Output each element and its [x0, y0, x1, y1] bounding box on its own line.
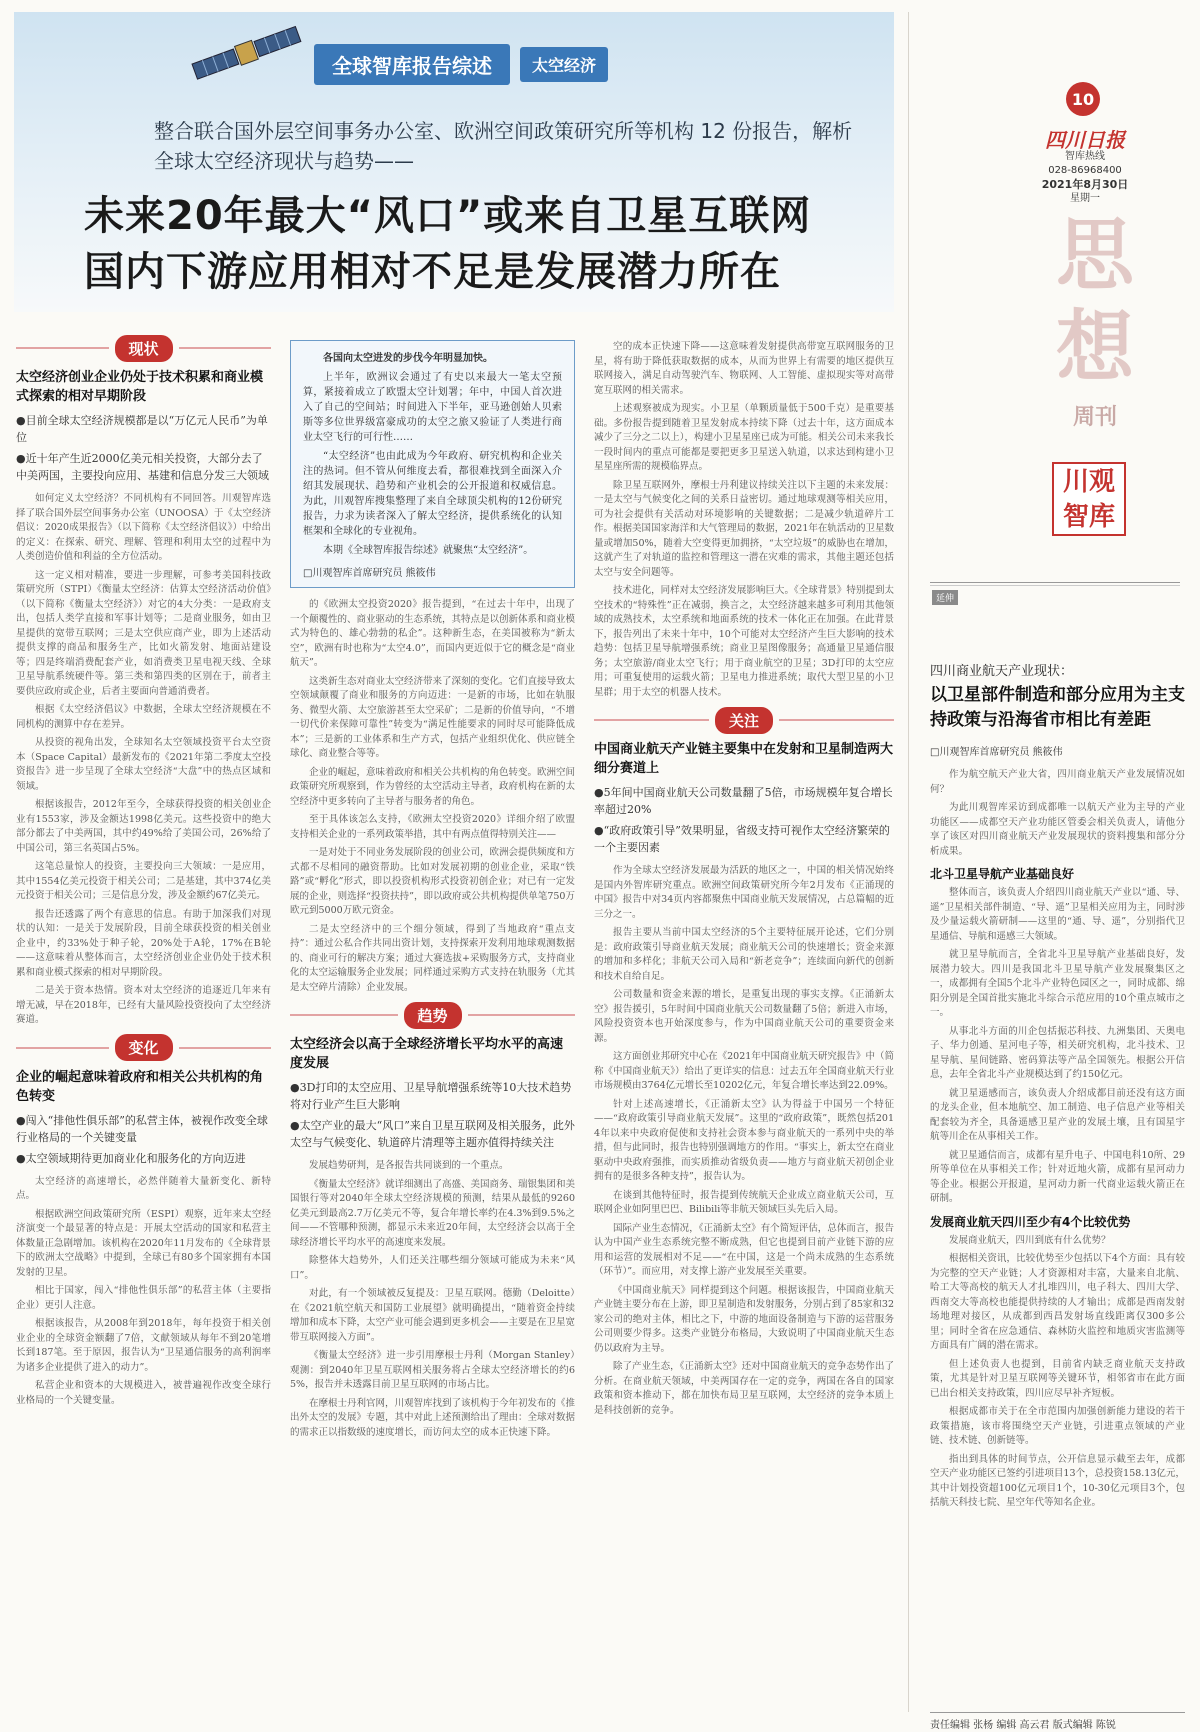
headline-line-2: 国内下游应用相对不足是发展潜力所在	[84, 249, 781, 295]
paragraph: 根据《太空经济倡议》中数据，全球太空经济规模在不同机构的测算中存在差异。	[16, 704, 271, 730]
paragraph: 除卫星互联网外，摩根士丹利建议持续关注以下主题的未来发展：一是太空与气候变化之间的关系日益密切。通过地球观测等相关应用，可为社会提供有关活动对环境影响的关键数据；二是减少轨道碎片工作。根据美国国家海洋和大气管理局的数据，2021年在轨活动的卫星数量或增加50%，随着大空变得更加拥挤，“太空垃圾”的威胁也在增加，这就产生了对轨道的监控和管理这一潜在灾难的需求，其他主题还包括太空与安全问题等。	[594, 479, 894, 578]
editor-note-box	[290, 340, 575, 588]
paragraph: 除了产业生态，《正涌新太空》还对中国商业航天的竞争态势作出了分析。在商业航天领域，中美两国存在一定的竞争，两国在各自的国家政策和资本推动下，都在加快布局卫星互联网，太空经济的竞争本质上是科技创新的竞争。	[594, 1361, 894, 1416]
bullet-item: ●太空领域期待更加商业化和服务化的方向迈进	[16, 1151, 246, 1165]
section-label-trend: 趋势	[290, 1001, 575, 1029]
paragraph: 上述观察被成为现实。小卫星（单颗质量低于500千克）是重要基础。多份报告提到随着卫星发射成本持续下降（过去十年，这方面成本减少了三分之二以上），构建小卫星星座已成为可能。相关公司未来我长一段时间内的重点可能都是要把更多卫星送入轨道，以求达到构建小卫星星座所需的规模临界点。	[594, 403, 894, 472]
paragraph: 根据相关资讯，比较优势至少包括以下4个方面：具有较为完整的空天产业链；人才资源相对丰富，大量来自北航、哈工大等高校的航天人才扎堆四川，电子科大、四川大学、西南交大等高校也能提供持续的人才输出；成都是西南发射场地理对接区，从成都到西昌发射场直线距离仅300多公里；同时全省在应急通信、森林防火监控和地质灾害监测等方面具有广阔的潜在需求。	[930, 1253, 1185, 1351]
paragraph: 技术进化，同样对太空经济发展影响巨大。《全球背景》特别提到太空技术的“特殊性”正在减弱，换言之，太空经济越来越多可利用其他领域的成熟技术，太空系统和地面系统的技术一体化正在加强。在此背景下，报告列出了未来十年中，10个可能对太空经济产生巨大影响的技术趋势：包括卫星导航增强系统；商业卫星图像服务；高通量卫星通信服务；太空旅游/商业太空飞行；用于商业航空的卫星；3D打印的太空应用；可重复使用的运载火箭；卫星电力推进系统；取代大型卫星的小卫星群；用于太空的机器人技术。	[594, 585, 894, 698]
bullet-item: ●闯入“排他性俱乐部”的私营主体，被视作改变全球行业格局的一个关键变量	[16, 1113, 268, 1144]
paragraph: 在摩根士丹利官网，川观智库找到了该机构于今年初发布的《推出外太空的发展》专题，其中对此上述预测给出了理由：全球对数据的需求正以指数级的速度增长，而访问太空的成本正快速下降。	[290, 1397, 576, 1438]
column-tag: 全球智库报告综述	[314, 44, 510, 85]
paragraph: 上半年，欧洲议会通过了有史以来最大一笔太空预算，紧接着成立了欧盟太空计划署；年中，中国人首次进入了自己的空间站；时间进入下半年，亚马逊创始人贝索斯等多位世界级富豪成功的太空之旅又验证了人类进行商业太空飞行的可行性……	[303, 372, 562, 443]
extension-tag: 延伸	[932, 590, 958, 605]
section-label-status: 现状	[16, 334, 271, 362]
section-char-2: 想	[1055, 303, 1134, 393]
paragraph: 根据该报告，2012年至今，全球获得投资的相关创业企业有1553家，涉及金额达1998亿美元。这些投资中的绝大部分都去了中美两国，其中约49%给了美国公司，26%给了中国公司，第三名英国占5%。	[16, 799, 271, 854]
subhead: 太空经济创业企业仍处于技术积累和商业模式探索的相对早期阶段	[16, 370, 264, 404]
paragraph: 对此，有一个领域被反复提及：卫星互联网。德勤（Deloitte）在《2021航空航天和国防工业展望》就明确提出，“随着资金持续增加和成本下降，太空产业可能会遇到更多机会——主要是在卫星宽带互联网接入方面”。	[290, 1288, 576, 1343]
bullet-item: ●近十年产生近2000亿美元相关投资，大部分去了中美两国，主要投向应用、基建和信息分发三大领域	[16, 452, 269, 482]
paragraph: 公司数量和资金来源的增长，是重复出现的事实支撑。《正涌新太空》报告援引，5年时间中国商业航天公司数量翻了5倍；新进入市场，风险投资资本也开始深度参与，作为中国商业航天公司的重要资金来源。	[594, 989, 894, 1044]
paragraph: 就卫星导航而言，全省北斗卫星导航产业基础良好，发展潜力较大。四川是我国北斗卫星导航产业发展聚集区之一，成都拥有全国5个北斗产业特色园区之一，同时成都、绵阳分别是全国首批实施北斗综合示范应用的10个重点城市之一。	[930, 949, 1185, 1018]
paragraph: 在谈到其他特征时，报告提到传统航天企业成立商业航天公司，互联网企业如阿里巴巴、Bilibili等非航天领域巨头先后入局。	[594, 1189, 894, 1215]
paragraph: 作为航空航天产业大省，四川商业航天产业发展情况如何？	[930, 769, 1185, 795]
bullet-list	[16, 412, 271, 484]
paragraph: 二是关于资本热情。资本对太空经济的追逐近几年来有增无减，早在2018年，已经有大量风险投资投向了太空经济赛道。	[16, 985, 271, 1025]
stamp-line-2: 智库	[1062, 501, 1115, 532]
paragraph: 除整体大趋势外，人们还关注哪些细分领域可能成为未来“风口”。	[290, 1255, 575, 1281]
bullet-list	[290, 1079, 575, 1151]
chuanguan-think-tank-stamp	[1052, 462, 1126, 536]
paragraph: 报告主要从当前中国太空经济的5个主要特征展开论述，它们分别是：政府政策引导商业航天发展；商业航天公司的快速增长；资金来源的增加和多样化；非航天公司入局和“新老竞争”；连续面向新代的创新和技术自给自足。	[594, 927, 894, 982]
paragraph: 从事北斗方面的川企包括振芯科技、九洲集团、天奥电子、华力创通、星河电子等，相关研究机构，北斗技术、卫星导航、星间链路、密码算法等产品全国领先。根据公开信息，去年全省北斗产业规模达到了约150亿元。	[930, 1025, 1185, 1080]
paragraph: 的《欧洲太空投资2020》报告提到，“在过去十年中，出现了一个颠覆性的、商业驱动的生态系统，其特点是以创新体系和商业模式为特色的、雄心勃勃的私企”。这种新生态，在美国被称为“新太空”，欧洲有时也称为“太空4.0”，而国内更近似于它的概念是“商业航天”。	[290, 599, 576, 668]
subhead: 太空经济会以高于全球经济增长平均水平的高速度发展	[290, 1037, 564, 1071]
subhead: 企业的崛起意味着政府和相关公共机构的角色转变	[16, 1069, 264, 1104]
paragraph: 作为全球太空经济发展最为活跃的地区之一，中国的相关情况始终是国内外智库研究重点。欧洲空间政策研究所今年2月发布《正涌现的中国》报告中对34页内容都聚焦中国商业航天发展情况，占总篇幅的近三分之一。	[594, 865, 894, 920]
paragraph: 根据成都市关于在全市范围内加强创新能力建设的若干政策措施，该市将围绕空天产业链，引进重点领域的产业链、技术链、创新链等。	[930, 1406, 1185, 1446]
section-char-1: 思	[1055, 211, 1134, 301]
box-lead: 各国向太空进发的步伐今年明显加快。	[323, 353, 493, 364]
paragraph: 私营企业和资本的大规模进入，被普遍视作改变全球行业格局的一个关键变量。	[16, 1380, 271, 1406]
paragraph: 这类新生态对商业太空经济带来了深刻的变化。它们直接导致太空领域颠覆了商业和服务的方向迈进：一是新的市场，比如在轨服务、微型火箭、太空旅游甚至太空采矿；二是新的价值导向，“不增一切代价来保障可靠性”转变为“满足性能要求的同时尽可能降低成本”；三是新的工业体系和生产方式，包括产业组织优化、供应链全球化、商业整合等等。	[290, 675, 576, 759]
paragraph: 这笔总量惊人的投资，主要投向三大领域：一是应用，其中1554亿美元投资于相关公司；二是基建，其中374亿美元投资于相关公司；三是信息分发，涉及金额约67亿美元。	[16, 861, 271, 901]
paragraph: 整体而言，该负责人介绍四川商业航天产业以“通、导、遥”卫星相关部件制造、“导、遥”卫星相关应用为主，同时涉及少量运载火箭研制——这里的“通、导、遥”，分别指代卫星通信、导航和遥感三大领域。	[930, 887, 1185, 942]
topic-tag: 太空经济	[520, 47, 608, 82]
bullet-item: ●3D打印的太空应用、卫星导航增强系统等10大技术趋势将对行业产生巨大影响	[290, 1081, 572, 1111]
subhead: 中国商业航天产业链主要集中在发射和卫星制造两大细分赛道上	[594, 742, 894, 776]
paragraph: 报告还透露了两个有意思的信息。有助于加深我们对现状的认知：一是关于发展阶段，目前全球获投资的相关创业企业中，约33%处于种子轮，20%处于A轮，17%在B轮——这意味着从整体而言，太空经济创业企业仍处于技术积累和商业模式探索的相对早期阶段。	[16, 908, 271, 978]
bullet-item: ●太空产业的最大“风口”来自卫星互联网及相关服务，此外太空与气候变化、轨道碎片清理等主题亦值得持续关注	[290, 1119, 575, 1149]
intro-text: 整合联合国外层空间事务办公室、欧洲空间政策研究所等机构 12 份报告，解析全球太空经济现状与趋势——	[154, 119, 853, 173]
paragraph: 就卫星通信而言，成都有星升电子、中国电科10所、29所等单位在从事相关工作；针对近地火箭，成都有星河动力等企业。根据公开报道，星河动力新一代商业运载火箭正在研制。	[930, 1149, 1185, 1204]
weekday: 星期一	[1070, 193, 1100, 204]
newspaper-logo: 四川日报	[1045, 128, 1125, 152]
satellite-icon	[184, 14, 314, 94]
article-column-2	[290, 340, 575, 1444]
paragraph: 就卫星遥感而言，该负责人介绍成都目前还没有这方面的龙头企业，但本地航空、加工制造、电子信息产业等相关配套较为齐全，具备遥感卫星产业的发展土壤，且有国星宇航等川企在从事相关工作。	[930, 1087, 1185, 1142]
bullet-list	[594, 784, 894, 856]
paragraph: 本期《全球智库报告综述》就聚焦“太空经济”。	[323, 545, 534, 556]
main-headline	[84, 188, 884, 300]
paragraph: 至于具体该怎么支持，《欧洲太空投资2020》详细介绍了欧盟支持相关企业的一系列政策举措，其中有两点值得特别关注——	[290, 814, 575, 840]
article-column-1	[16, 334, 271, 1412]
editor-credits: 责任编辑 张杨 编辑 高云君 版式编辑 陈锐	[930, 1712, 1185, 1731]
masthead-info	[1030, 150, 1140, 206]
article-column-3	[594, 340, 894, 1422]
bullet-item: ●目前全球太空经济规模都是以“万亿元人民币”为单位	[16, 414, 268, 444]
paragraph: 这一定义相对精准，要进一步理解，可参考美国科技政策研究所（STPI）《衡量太空经济：估算太空经济活动价值》（以下简称《衡量太空经济》）对它的4大分类：一是政府支出，包括人类学直接和军事计划等；二是商业服务，如由卫星提供的宽带互联网；三是太空供应商产业，即为上述活动提供支撑的商品和服务生产，比如火箭发射、地面站建设等；四是终端消费配套产业，如消费类卫星电视天线、全球卫星导航系统硬件等。第三类和第四类的区别在于，前者主要供应政府或企业，后者主要面向普通消费者。	[16, 569, 271, 697]
sidebar-title: 以卫星部件制造和部分应用为主支持政策与沿海省市相比有差距	[930, 685, 1185, 730]
paragraph: 为此川观智库采访到成都唯一以航天产业为主导的产业功能区——成都空天产业功能区管委会相关负责人，请他分享了该区对四川商业航天产业发展现状的资料搜集和部分分析成果。	[930, 802, 1185, 857]
paragraph: 但上述负责人也提到，目前省内缺乏商业航天支持政策，尤其是针对卫星互联网等关键环节，相邻省市在此方面已出台相关支持政策，四川应尽早补齐短板。	[930, 1358, 1185, 1399]
paragraph: 太空经济的高速增长，必然伴随着大量新变化、新特点。	[16, 1175, 271, 1201]
bullet-list	[16, 1112, 271, 1167]
paragraph: 如何定义太空经济？不同机构有不同回答。川观智库选择了联合国外层空间事务办公室（UNOOSA）于《太空经济倡议：2020成果报告》（以下简称《太空经济倡议》）中给出的定义：在探索、研究、理解、管理和利用太空的过程中为人类创造价值和利益的全方位活动。	[16, 493, 271, 562]
weekly-label: 周刊	[1072, 405, 1117, 430]
header-banner	[14, 12, 894, 312]
paragraph: 国际产业生态情况，《正涌新太空》有个简短评估，总体而言，报告认为中国产业生态系统完整不断成熟，但它也提到目前产业链下游的应用和运营的发展相对不足——“在中国，这是一个尚未成熟的生态系统（环节）”。而应用，对支撑上游产业发展至关重要。	[594, 1222, 894, 1277]
hotline-number: 028-86968400	[1048, 165, 1122, 176]
stamp-line-1: 川观	[1062, 466, 1115, 497]
divider-line	[930, 582, 1180, 583]
headline-line-1: 未来20年最大“风口”或来自卫星互联网	[84, 193, 812, 239]
paragraph: 根据该报告，从2008年到2018年，每年投资于相关创业企业的全球资金额翻了7倍，文献领域从每年不到20笔增长到187笔。至于原因，报告认为“卫星通信服务的高利润率为诸多企业提供了进入的动力”。	[16, 1318, 271, 1373]
byline: □川观智库首席研究员 熊筱伟	[303, 568, 436, 579]
paragraph: 企业的崛起，意味着政府和相关公共机构的角色转变。欧洲空间政策研究所观察到，作为曾经的太空活动主导者，政府机构在新的太空经济中更多转向了主导者与服务者的角色。	[290, 766, 576, 807]
paragraph: 一是对处于不同业务发展阶段的创业公司，欧洲会提供频度和方式都不尽相同的融资帮助。比如对发展初期的创业企业，采取“铁路”或“孵化”形式，即以投资机构形式投资初创企业；对已有一定发展的企业，则选择“投资扶持”，即以政府或公共机构提供单笔750万欧元到5000万欧元资金。	[290, 847, 576, 916]
paragraph: 相比于国家，闯入“排他性俱乐部”的私营主体（主要指企业）更引人注意。	[16, 1285, 271, 1311]
paragraph: 发展趋势研判，是各报告共同谈到的一个重点。	[309, 1160, 509, 1171]
section-title	[1040, 210, 1150, 394]
sidebar-article	[930, 660, 1185, 1515]
subhead: 发展商业航天四川至少有4个比较优势	[930, 1214, 1131, 1229]
paragraph: “太空经济”也由此成为今年政府、研究机构和企业关注的热词。但不管从何维度去看，都很难找到全面深入介绍其发展现状、趋势和产业机会的公开报道和权威信息。为此，川观智库搜集整理了来自全球顶尖机构的12份研究报告，力求为读者深入了解太空经济，提供系统化的认知框架和全球化的专业视角。	[303, 451, 562, 537]
bullet-item: ●“政府政策引导”效果明显，省级支持可视作太空经济繁荣的一个主要因素	[594, 824, 890, 854]
section-label-focus: 关注	[594, 706, 894, 734]
sidebar-kicker: 四川商业航天产业现状：	[930, 664, 1074, 679]
paragraph: 发展商业航天，四川到底有什么优势？	[949, 1234, 1111, 1246]
paragraph: 针对上述高速增长，《正涌新太空》认为得益于中国另一个特征——“政府政策引导商业航天发展”。这里的“政府政策”，既然包括2014年以来中央政府促使和支持社会资本参与商业航天的一系列中央的举措，但与此同时，报告也特别强调地方的作用。“事实上，新太空在商业驱动中央政府强推，而实质推动省级负责——地方与商业航天初创企业拥有的是很多各种支持”，报告认为。	[594, 1098, 894, 1182]
paragraph: 这方面创业邦研究中心在《2021年中国商业航天研究报告》中（简称《中国商业航天》）给出了更详实的信息：过去五年全国商业航天行业市场规模由3764亿元增长至10202亿元，年复合增长率达到22.09%。	[594, 1051, 894, 1091]
page-number-badge: 10	[1066, 82, 1100, 116]
page-divider	[908, 12, 909, 1712]
issue-date: 2021年8月30日	[1041, 178, 1129, 191]
divider-line	[930, 585, 1180, 586]
byline: □川观智库首席研究员 熊筱伟	[930, 747, 1063, 758]
bullet-item: ●5年间中国商业航天公司数量翻了5倍，市场规模年复合增长率超过20%	[594, 786, 893, 816]
paragraph: 二是太空经济中的三个细分领域，得到了当地政府“重点支持”：通过公私合作共同出资计划，支持探索开发利用地球观测数据的、商业可行的解决方案；通过大赛选拔+采购服务方式，支持商业化的太空运输服务企业发展；同样通过采购方式支持在轨服务（尤其是太空碎片清除）企业发展。	[290, 923, 576, 993]
section-label-change: 变化	[16, 1034, 271, 1062]
hotline-label: 智库热线	[1065, 151, 1105, 162]
paragraph: 《衡量太空经济》进一步引用摩根士丹利（Morgan Stanley）观测：到2040年卫星互联网相关服务将占全球太空经济增长的约65%，报告并未透露目前卫星互联网的市场占比。	[290, 1350, 575, 1390]
paragraph: 根据欧洲空间政策研究所（ESPI）观察，近年来太空经济演变一个最显著的特点是：开展太空活动的国家和私营主体数量正急剧增加。该机构在2020年11月发布的《全球背景下的欧洲太空战略》中提到，全球已有80多个国家拥有本国发射的卫星。	[16, 1208, 271, 1278]
paragraph: 《中国商业航天》同样提到这个问题。根据该报告，中国商业航天产业链主要分布在上游，即卫星制造和发射服务，分别占到了85家和32家公司的绝对主体，相比之下，中游的地面设备制造与下游的运营服务公司则要少得多。这类产业链分布格局，大致说明了中国商业航天生态仍以政府为主导。	[594, 1284, 894, 1354]
paragraph: 《衡量太空经济》就详细测出了高盛、美国商务、瑞银集团和美国银行等对2040年全球太空经济规模的预测，结果从最低的9260亿美元到最高2.7万亿美元不等，复合年增长率约在4.3%到9.5%之间——不管哪种预测，都显示未来近20年间，太空经济会以高于全球经济增长平均水平的高速度来发展。	[290, 1178, 576, 1248]
paragraph: 空的成本正快速下降——这意味着发射提供高带宽互联网服务的卫星，将有助于降低获取数据的成本，从而为世界上有需要的地区提供互联网接入，满足自动驾驶汽车、物联网、人工智能、虚拟现实等对高带宽互联网的相关需求。	[594, 341, 894, 396]
paragraph: 指出到具体的时间节点，公开信息显示截至去年，成都空天产业功能区已签约引进项目13个，总投资158.13亿元，其中计划投资超100亿元项目1个，10-30亿元项目3个，包括航天科技七院、星空年代等知名企业。	[930, 1453, 1185, 1508]
subhead: 北斗卫星导航产业基础良好	[930, 867, 1075, 881]
paragraph: 从投资的视角出发，全球知名太空领域投资平台太空资本（Space Capital）最新发布的《2021年第二季度太空投资报告》进一步呈现了全球太空经济“大盘”中的热点区域和领域。	[16, 737, 271, 792]
